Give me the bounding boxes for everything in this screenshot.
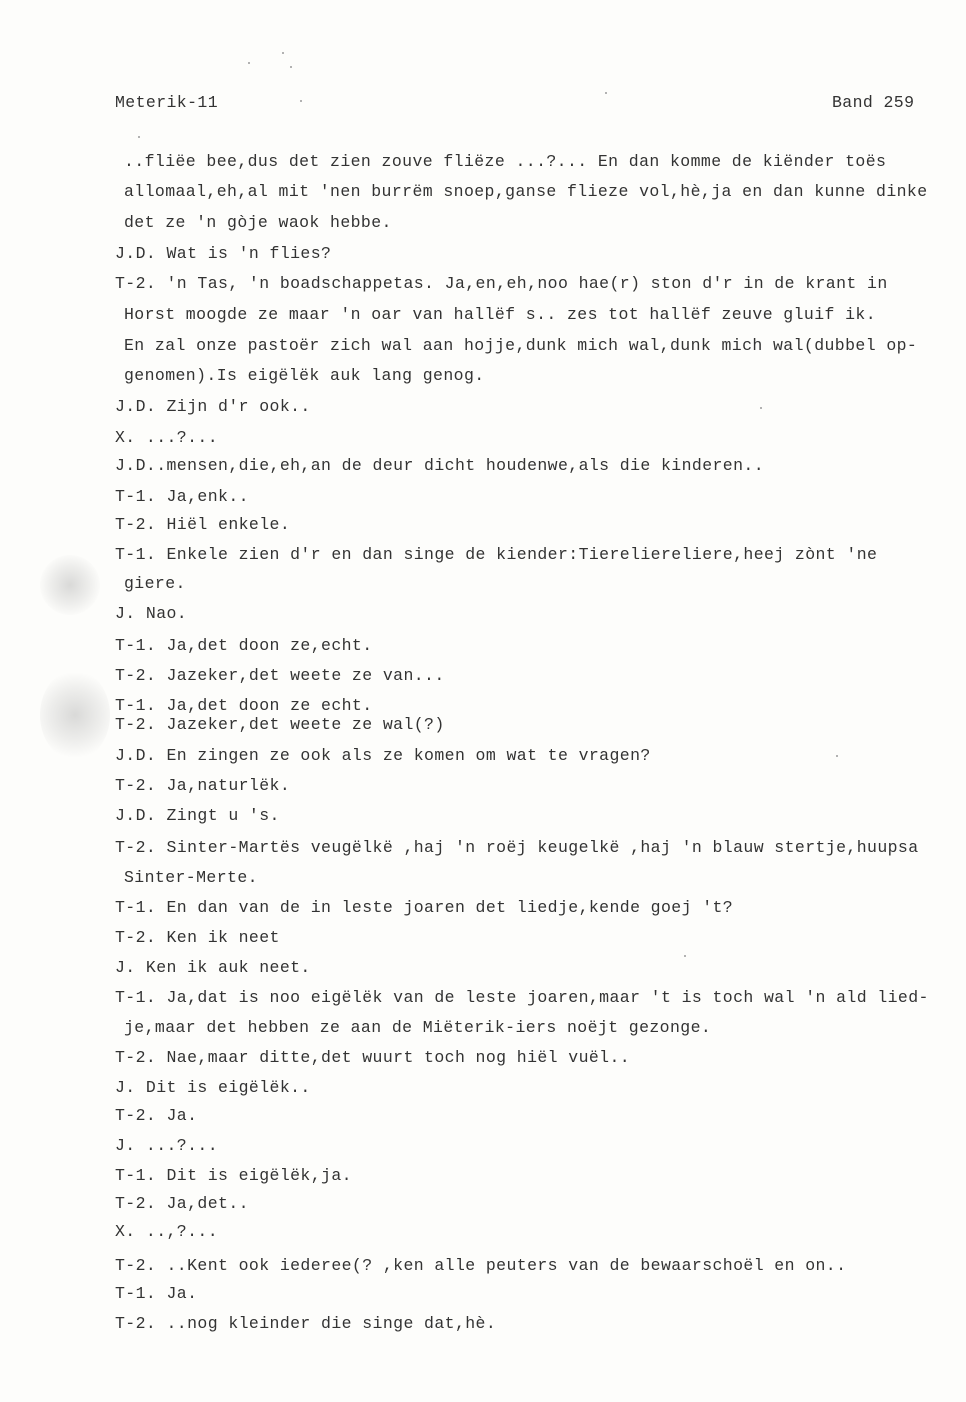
transcript-line: T-2. ..Kent ook iederee(? ,ken alle peuters van de bewaarschoël en on.. xyxy=(115,1256,847,1275)
page-header-left: Meterik-11 xyxy=(115,93,219,112)
transcript-line: allomaal,eh,al mit 'nen burrëm snoep,ganse flieze vol,hè,ja en dan kunne dinke xyxy=(124,182,928,201)
scan-smudge xyxy=(40,555,100,615)
scan-speck xyxy=(760,407,762,409)
transcript-line: J.D. Wat is 'n flies? xyxy=(115,244,332,263)
transcript-line: T-1. Ja,det doon ze echt. xyxy=(115,696,373,715)
transcript-line: T-1. Ja. xyxy=(115,1284,198,1303)
transcript-line: X. ..,?... xyxy=(115,1222,219,1241)
transcript-line: J. Ken ik auk neet. xyxy=(115,958,311,977)
transcript-line: T-2. ..nog kleinder die singe dat,hè. xyxy=(115,1314,497,1333)
transcript-line: T-2. Sinter-Martës veugëlkë ,haj 'n roëj keugelkë ,haj 'n blauw stertje,huupsa xyxy=(115,838,919,857)
transcript-line: genomen).Is eigëlëk auk lang genog. xyxy=(124,366,485,385)
transcript-line: J. Dit is eigëlëk.. xyxy=(115,1078,311,1097)
transcript-line: T-1. Enkele zien d'r en dan singe de kiender:Tiereliereliere,heej zònt 'ne xyxy=(115,545,878,564)
transcript-line: T-1. Dit is eigëlëk,ja. xyxy=(115,1166,352,1185)
page-header-right: Band 259 xyxy=(832,93,915,112)
transcript-line: ..fliëe bee,dus det zien zouve fliëze ...?... En dan komme de kiënder toës xyxy=(124,152,887,171)
transcript-line: T-2. Jazeker,det weete ze van... xyxy=(115,666,445,685)
scan-speck xyxy=(138,136,140,138)
transcript-line: T-2. Ja,naturlëk. xyxy=(115,776,291,795)
scan-speck xyxy=(290,66,292,68)
transcript-line: Horst moogde ze maar 'n oar van hallëf s.. zes tot hallëf zeuve gluif ik. xyxy=(124,305,877,324)
scan-speck xyxy=(282,52,284,54)
transcript-line: J.D. En zingen ze ook als ze komen om wat te vragen? xyxy=(115,746,651,765)
transcript-line: T-2. Nae,maar ditte,det wuurt toch nog hiël vuël.. xyxy=(115,1048,631,1067)
transcript-line: T-2. Ja,det.. xyxy=(115,1194,249,1213)
transcript-line: J. ...?... xyxy=(115,1136,219,1155)
transcript-line: J.D. Zijn d'r ook.. xyxy=(115,397,311,416)
transcript-line: T-1. En dan van de in leste joaren det liedje,kende goej 't? xyxy=(115,898,734,917)
transcript-line: X. ...?... xyxy=(115,428,219,447)
transcript-line: T-2. Ja. xyxy=(115,1106,198,1125)
transcript-line: det ze 'n gòje waok hebbe. xyxy=(124,213,392,232)
transcript-line: Sinter-Merte. xyxy=(124,868,258,887)
transcript-line: T-2. Hiël enkele. xyxy=(115,515,291,534)
transcript-line: J. Nao. xyxy=(115,604,188,623)
scan-speck xyxy=(684,955,686,957)
scan-speck xyxy=(836,755,838,757)
scan-speck xyxy=(605,92,607,94)
transcript-line: T-2. Jazeker,det weete ze wal(?) xyxy=(115,715,445,734)
transcript-line: giere. xyxy=(124,574,186,593)
transcript-line: En zal onze pastoër zich wal aan hojje,dunk mich wal,dunk mich wal(dubbel op- xyxy=(124,336,918,355)
scan-speck xyxy=(300,100,302,102)
transcript-line: T-2. 'n Tas, 'n boadschappetas. Ja,en,eh,noo hae(r) ston d'r in de krant in xyxy=(115,274,888,293)
scan-speck xyxy=(248,62,250,64)
transcript-line: T-1. Ja,dat is noo eigëlëk van de leste joaren,maar 't is toch wal 'n ald lied- xyxy=(115,988,929,1007)
transcript-line: je,maar det hebben ze aan de Miëterik-iers noëjt gezonge. xyxy=(124,1018,712,1037)
transcript-line: T-1. Ja,enk.. xyxy=(115,487,249,506)
transcript-line: J.D..mensen,die,eh,an de deur dicht houdenwe,als die kinderen.. xyxy=(115,456,765,475)
scan-smudge xyxy=(40,670,110,760)
transcript-line: T-2. Ken ik neet xyxy=(115,928,280,947)
transcript-line: J.D. Zingt u 's. xyxy=(115,806,280,825)
transcript-line: T-1. Ja,det doon ze,echt. xyxy=(115,636,373,655)
